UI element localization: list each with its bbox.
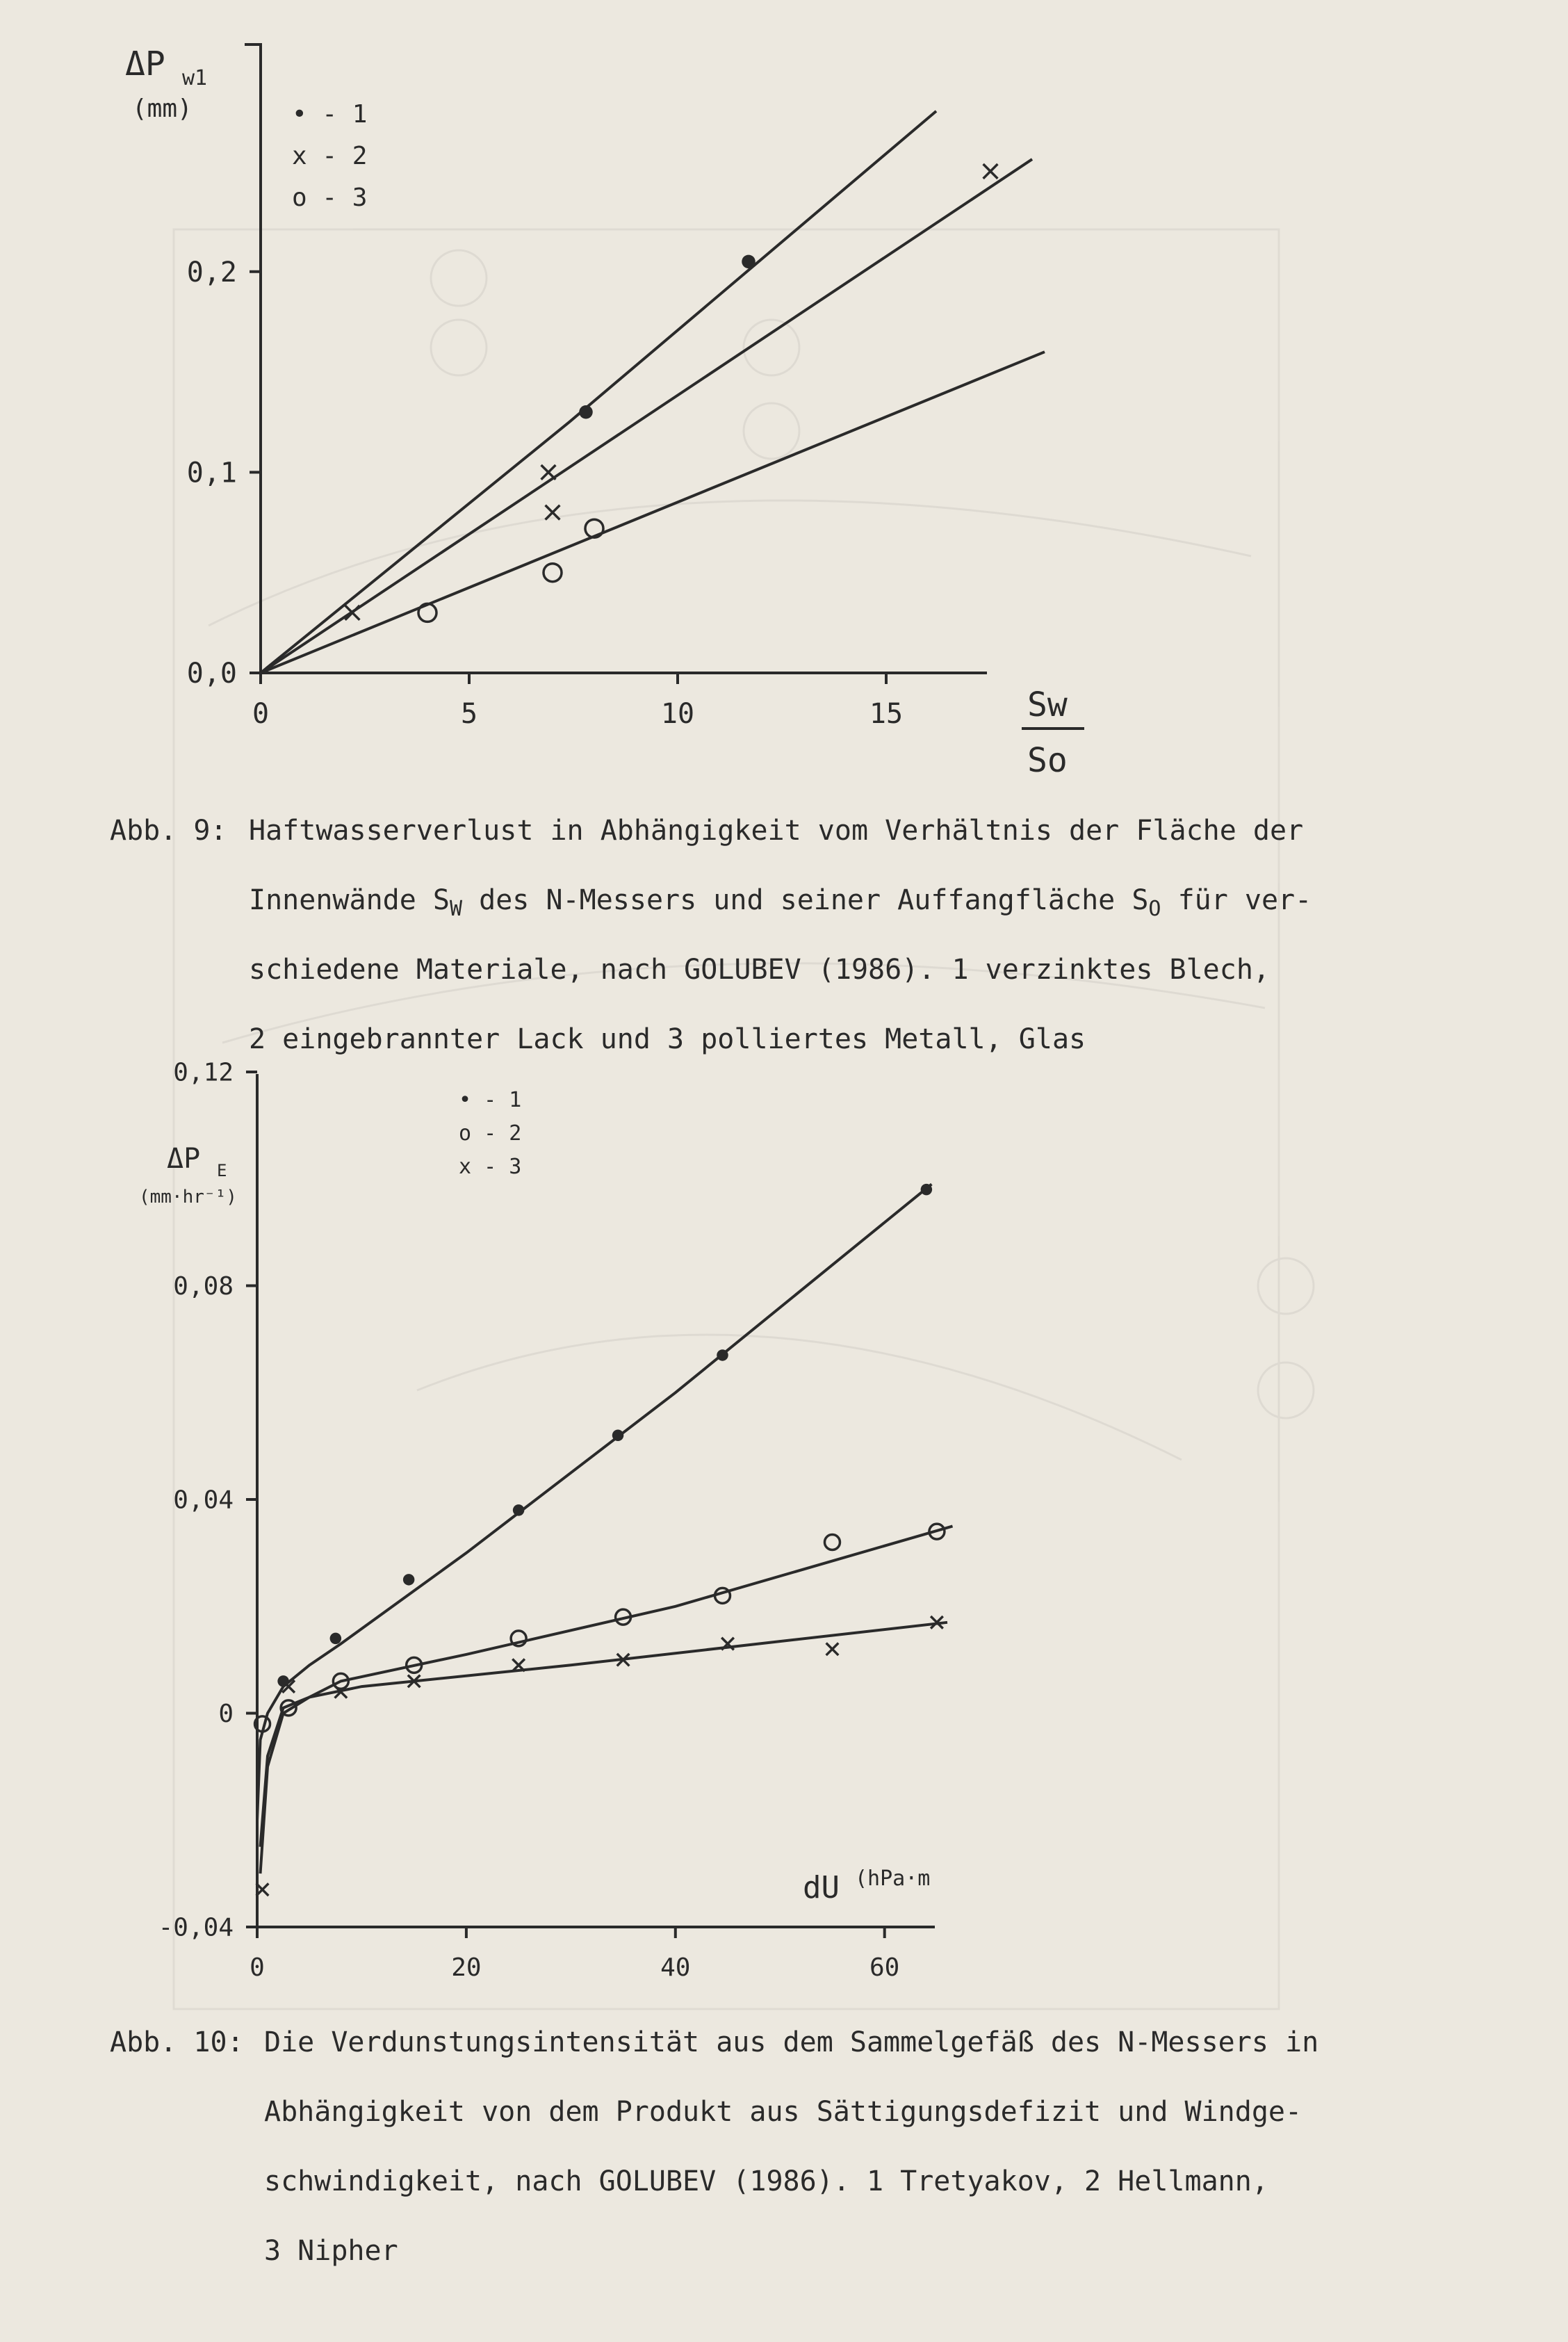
chart9-ylabel-unit: (mm): [132, 95, 193, 123]
chart9-point-series-2: [983, 164, 998, 179]
chart10-point-series-1: [403, 1574, 415, 1586]
chart10-xlabel: dU: [803, 1870, 840, 1905]
chart9-ylabel-sub: w1: [182, 66, 208, 90]
chart10-point-series-1: [612, 1430, 624, 1442]
chart10-ylabel-unit: (mm·hr⁻¹): [139, 1187, 237, 1207]
chart9-y-tick-label: 0,1: [186, 457, 237, 489]
chart9-point-series-2: [345, 605, 360, 620]
chart10-xlabel-unit: (hPa·m: [855, 1867, 931, 1891]
chart9-y-tick-label: 0,0: [186, 658, 237, 690]
chart10-legend-item-1: • - 1: [459, 1088, 522, 1112]
caption-fig9-line1: Haftwasserverlust in Abhängigkeit vom Verhältnis der Fläche der: [249, 815, 1304, 847]
chart9-point-series-1: [579, 405, 593, 419]
chart9-legend: [292, 100, 367, 212]
chart10-fit-line-2: [261, 1526, 953, 1873]
caption-fig10-line1: Die Verdunstungsintensität aus dem Sammelgefäß des N-Messers in: [264, 2026, 1319, 2058]
caption-fig9-label: Abb. 9:: [110, 815, 227, 847]
caption-fig9-line3: schiedene Materiale, nach GOLUBEV (1986). 1 verzinktes Blech,: [249, 954, 1271, 986]
chart10-legend-item-3: x - 3: [459, 1155, 522, 1179]
chart10-point-series-1: [717, 1349, 728, 1361]
chart10-x-tick-label: 0: [250, 1953, 265, 1982]
chart10-y-tick-label: 0,04: [173, 1486, 234, 1515]
chart10-x-tick-label: 40: [660, 1953, 691, 1982]
caption-fig9-line2: [249, 884, 1312, 921]
chart10-y-tick-label: 0: [218, 1700, 234, 1729]
chart9-ylabel-main: ΔP: [125, 44, 165, 83]
chart9-point-series-2: [541, 465, 556, 480]
caption-fig9-line4: 2 eingebrannter Lack und 3 polliertes Metall, Glas: [249, 1023, 1086, 1055]
chart10-point-series-1: [330, 1633, 342, 1645]
chart9-fit-line-3: [261, 352, 1045, 673]
chart10-fit-lines: [257, 1184, 953, 1873]
chart10-y-tick-label: -0,04: [158, 1913, 234, 1942]
chart9-point-series-3: [544, 564, 562, 582]
chart9-x-tick-label: 15: [869, 698, 904, 730]
chart9-legend-item-2: x - 2: [292, 142, 368, 170]
chart10-axes: [257, 1074, 935, 1927]
bleed-through-decoration: [174, 229, 1314, 2009]
chart9-xlabel-denominator: So: [1027, 741, 1068, 780]
chart10-points: [255, 1184, 945, 1896]
chart10-legend-item-2: o - 2: [459, 1121, 522, 1146]
chart10-ylabel-main: ΔP: [167, 1143, 201, 1175]
chart9-axes: [245, 43, 987, 673]
chart9-point-series-3: [418, 603, 436, 621]
caption-fig10-line3: schwindigkeit, nach GOLUBEV (1986). 1 Tretyakov, 2 Hellmann,: [264, 2165, 1268, 2197]
chart10-point-series-1: [513, 1504, 525, 1516]
chart9-legend-item-3: o - 3: [292, 184, 368, 212]
caption-fig10-line4: 3 Nipher: [264, 2235, 398, 2267]
chart10-x-tick-label: 20: [451, 1953, 482, 1982]
chart10-point-series-2: [824, 1535, 840, 1550]
chart9-y-tick-label: 0,2: [186, 256, 237, 288]
caption-fig9-line2-sub: W: [449, 897, 463, 921]
chart9-x-tick-label: 10: [660, 698, 695, 730]
caption-fig10-label: Abb. 10:: [110, 2026, 244, 2058]
caption-fig9-line2-end: für ver-: [1161, 884, 1312, 916]
chart10-legend: [459, 1088, 521, 1179]
chart9-x-tick-label: 5: [460, 698, 478, 730]
chart10-x-tick-label: 60: [869, 1953, 900, 1982]
chart10-fit-line-1: [257, 1184, 931, 1820]
chart-fig10: [139, 1059, 953, 1982]
chart9-xlabel-numerator: Sw: [1027, 685, 1068, 724]
caption-fig10-line2: Abhängigkeit von dem Produkt aus Sättigungsdefizit und Windge-: [264, 2096, 1302, 2128]
caption-fig9-line2-rest: des N-Messers und seiner Auffangfläche S: [462, 884, 1149, 916]
chart-fig9: [125, 43, 1084, 780]
chart9-point-series-3: [585, 519, 603, 537]
chart9-x-tick-label: 0: [252, 698, 270, 730]
chart10-ylabel-sub: E: [217, 1161, 227, 1180]
chart9-point-series-1: [742, 255, 756, 269]
chart10-y-tick-label: 0,12: [173, 1058, 234, 1087]
chart9-legend-item-1: • - 1: [292, 100, 368, 129]
chart10-y-tick-label: 0,08: [173, 1272, 234, 1301]
caption-fig9-line2-sub2: O: [1148, 897, 1161, 921]
chart10-fit-line-3: [261, 1623, 948, 1847]
chart10-point-series-3: [826, 1643, 839, 1655]
caption-fig9-line2-text: Innenwände S: [249, 884, 450, 916]
chart10-ticks: [158, 1059, 900, 1982]
chart10-point-series-1: [921, 1184, 933, 1196]
chart9-fit-lines: [261, 111, 1045, 673]
chart9-fit-line-2: [261, 159, 1032, 673]
